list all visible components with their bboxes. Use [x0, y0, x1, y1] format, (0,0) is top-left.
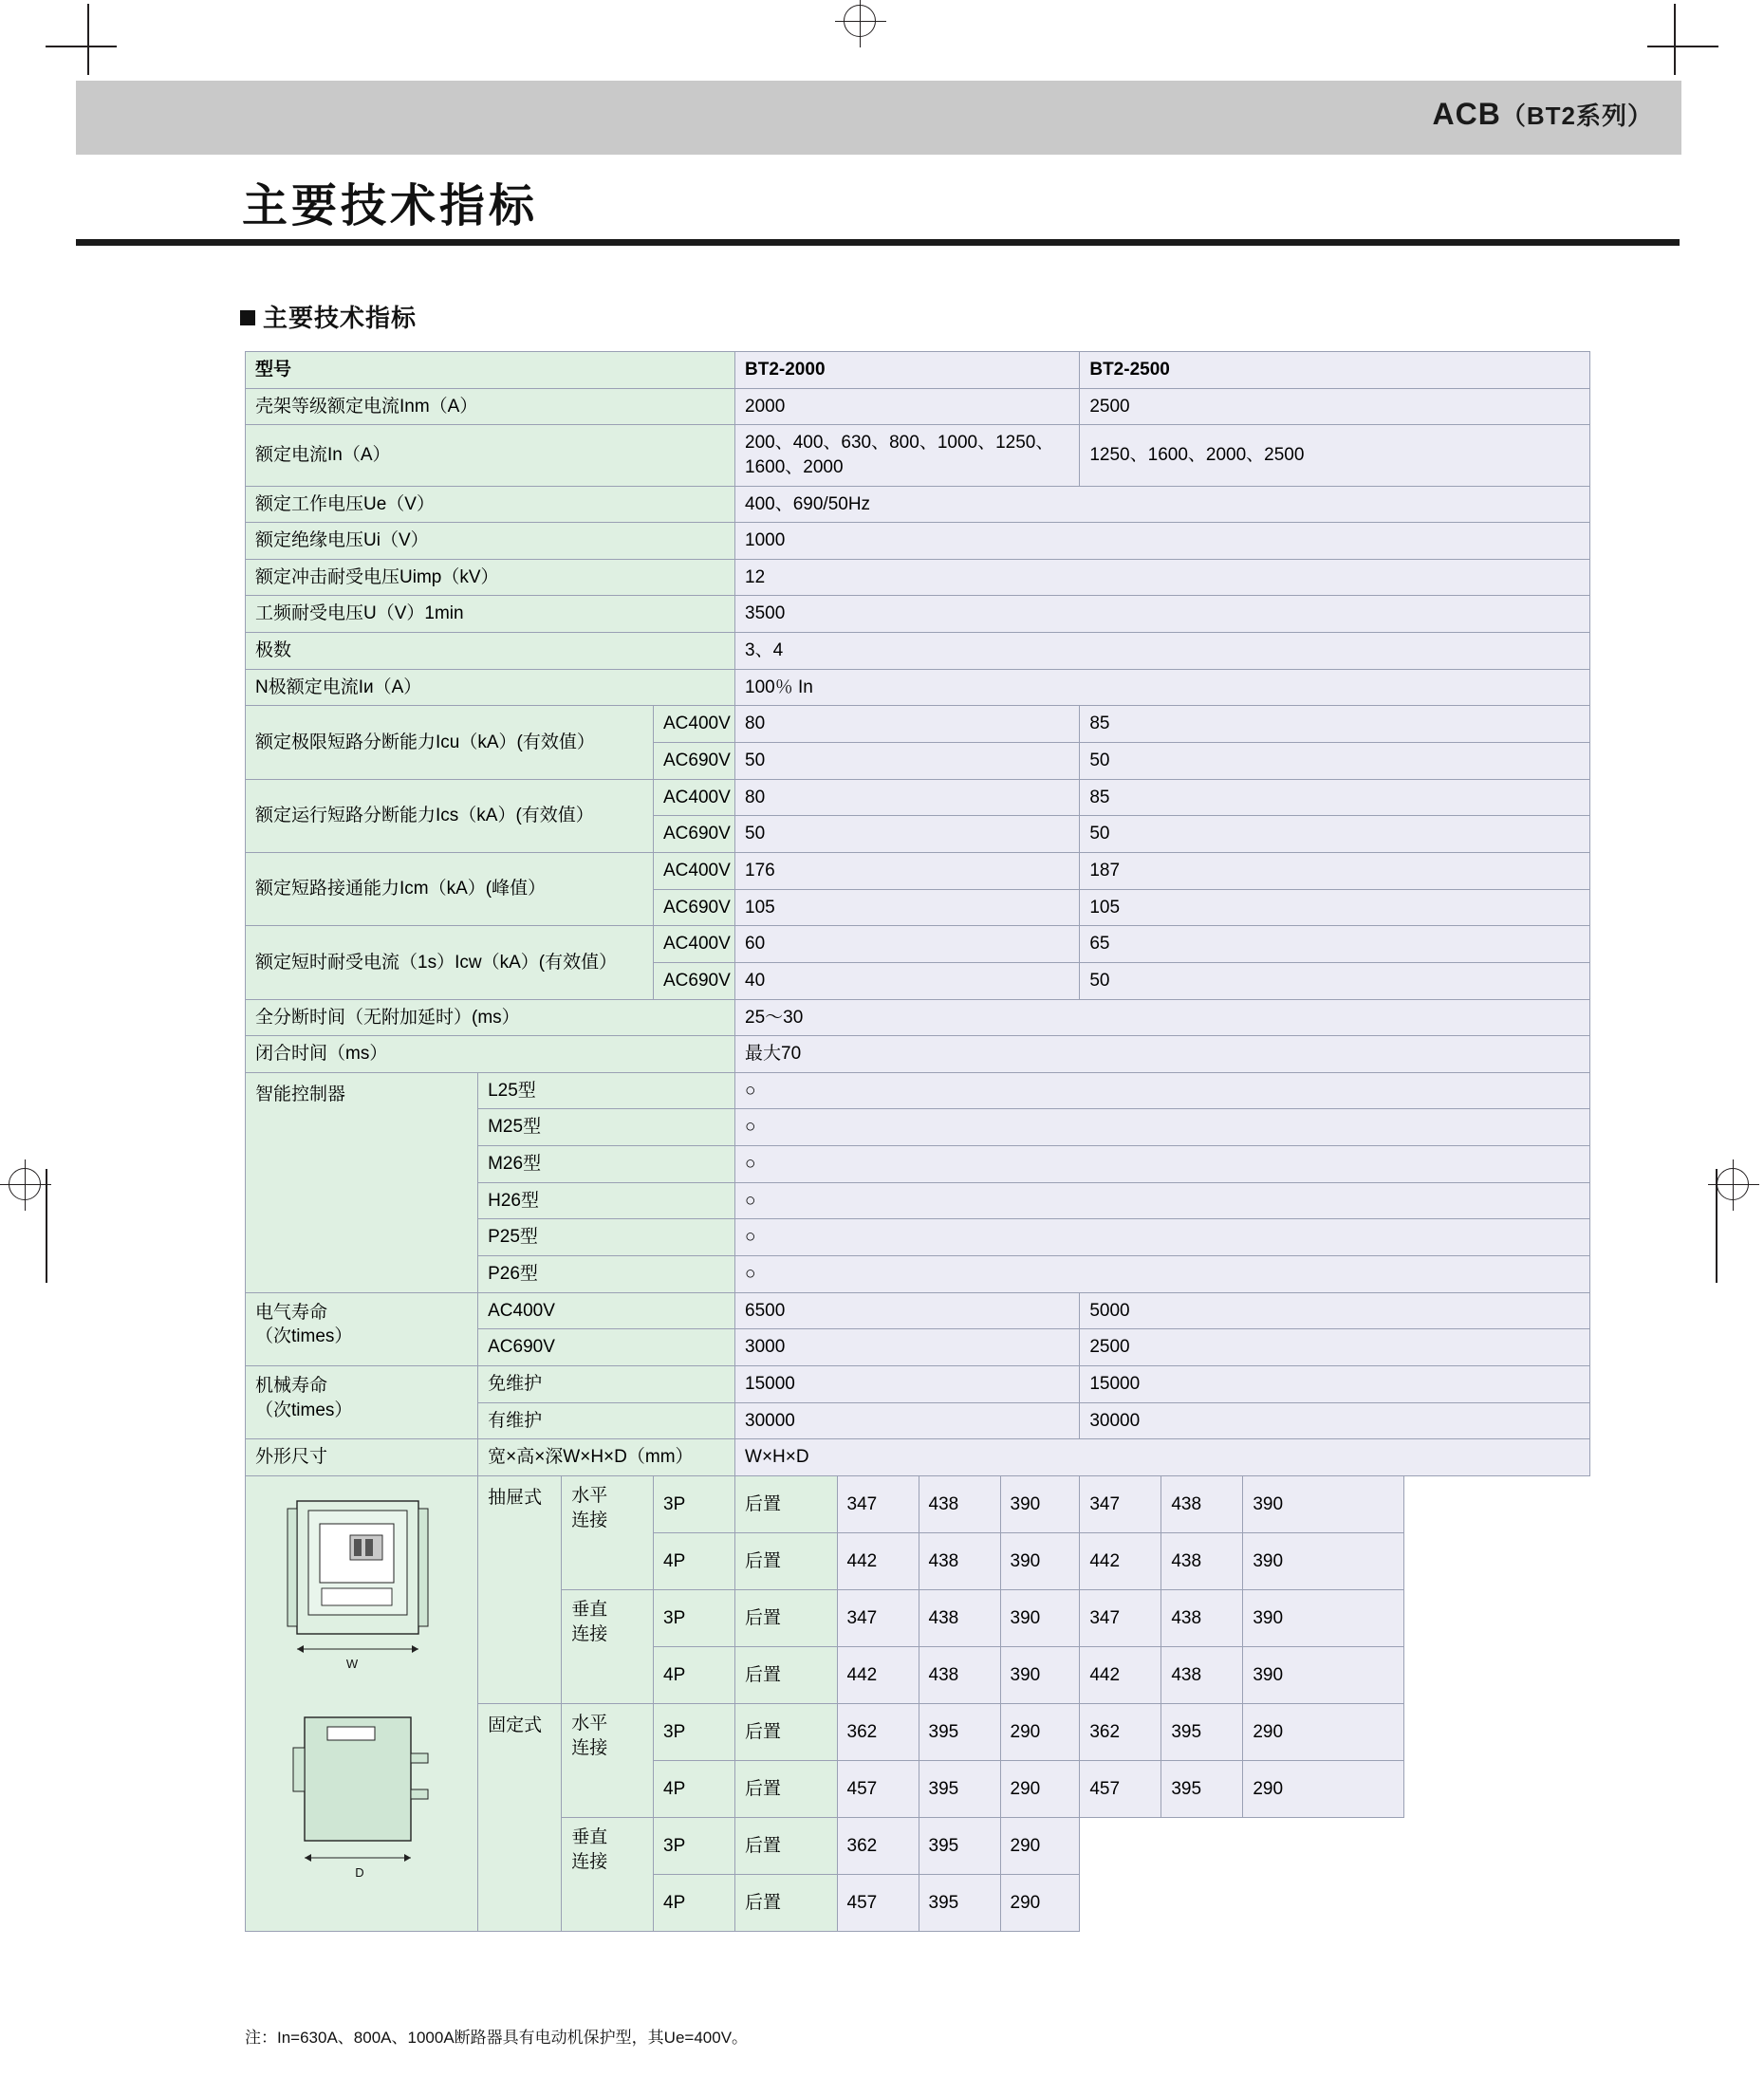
crop-mark-tl-h — [46, 46, 117, 47]
dimension-h-2500: 395 — [1161, 1760, 1243, 1817]
row-value-span: 1000 — [735, 523, 1590, 560]
dimension-empty-2500 — [1080, 1817, 1404, 1874]
dimension-w-2000: 442 — [837, 1646, 919, 1703]
row-value-bt2500: 65 — [1080, 926, 1590, 963]
row-label: 工频耐受电压U（V）1min — [246, 596, 735, 633]
dimension-h-2000: 395 — [919, 1874, 1000, 1931]
dimension-h-2500: 395 — [1161, 1703, 1243, 1760]
table-row — [246, 1365, 1590, 1402]
electrical-life-label — [246, 1292, 478, 1365]
dimension-poles: 4P — [654, 1760, 735, 1817]
dimension-type: 抽屉式 — [478, 1475, 562, 1703]
dimension-w-2500: 347 — [1080, 1589, 1161, 1646]
row-label: 全分断时间（无附加延时）(ms） — [246, 999, 735, 1036]
dimension-d-2000: 390 — [1000, 1475, 1080, 1532]
row-value-bt2000: 2000 — [735, 388, 1080, 425]
footnote: 注：In=630A、800A、1000A断路器具有电动机保护型，其Ue=400V。 — [245, 2029, 749, 2047]
controller-mark: ○ — [735, 1109, 1590, 1146]
dimension-d-2000: 290 — [1000, 1817, 1080, 1874]
dimension-mount: 后置 — [735, 1589, 838, 1646]
row-value-span: 3、4 — [735, 633, 1590, 670]
controller-type: P26型 — [478, 1256, 735, 1293]
dimension-d-2000: 390 — [1000, 1589, 1080, 1646]
dimension-poles: 4P — [654, 1532, 735, 1589]
dimension-h-2000: 438 — [919, 1532, 1000, 1589]
row-value-bt2500: 50 — [1080, 743, 1590, 780]
dimension-h-2000: 395 — [919, 1817, 1000, 1874]
crop-mark-tr-h — [1647, 46, 1718, 47]
registration-mark-left — [0, 1159, 51, 1211]
section-heading — [240, 299, 417, 334]
dimension-connection: 水平 连接 — [562, 1475, 654, 1589]
table-row — [246, 425, 1590, 486]
title-rule — [76, 239, 1680, 246]
dimension-h-2500: 438 — [1161, 1475, 1243, 1532]
table-row — [246, 1072, 1590, 1109]
header-band — [76, 81, 1681, 155]
row-label: 额定极限短路分断能力Icu（kA）(有效值） — [246, 706, 654, 779]
dimensions-sublabel: 宽×高×深W×H×D（mm） — [478, 1439, 735, 1476]
row-value-bt2000: 60 — [735, 926, 1080, 963]
row-value-bt2000: 40 — [735, 962, 1080, 999]
row-label: 额定短时耐受电流（1s）Icw（kA）(有效值） — [246, 926, 654, 999]
dimensions-label: 外形尺寸 — [246, 1439, 478, 1476]
dimension-h-2000: 438 — [919, 1475, 1000, 1532]
row-label: N极额定电流Iᴎ（A） — [246, 669, 735, 706]
dimension-w-2500: 347 — [1080, 1475, 1161, 1532]
row-value-bt2000: 50 — [735, 743, 1080, 780]
row-value-bt2500: 187 — [1080, 852, 1590, 889]
row-value-span: 400、690/50Hz — [735, 486, 1590, 523]
dimension-mount: 后置 — [735, 1760, 838, 1817]
dimension-h-2500: 438 — [1161, 1532, 1243, 1589]
row-sublabel: AC400V — [654, 706, 735, 743]
dimension-d-2000: 390 — [1000, 1646, 1080, 1703]
row-sublabel: AC400V — [478, 1292, 735, 1329]
row-value-bt2000: 80 — [735, 779, 1080, 816]
row-label: 闭合时间（ms） — [246, 1036, 735, 1073]
dimension-h-2000: 438 — [919, 1646, 1000, 1703]
crop-mark-tl-v — [87, 4, 89, 75]
dimension-poles: 3P — [654, 1475, 735, 1532]
row-value-bt2000: 3000 — [735, 1329, 1080, 1366]
row-sublabel: 有维护 — [478, 1402, 735, 1439]
controller-type: L25型 — [478, 1072, 735, 1109]
table-row — [246, 1292, 1590, 1329]
dimension-type: 固定式 — [478, 1703, 562, 1931]
dimension-w-2500: 442 — [1080, 1532, 1161, 1589]
row-sublabel: AC690V — [654, 816, 735, 853]
table-row — [246, 486, 1590, 523]
row-label: 壳架等级额定电流Inm（A） — [246, 388, 735, 425]
specification-table — [245, 351, 1590, 1932]
dimension-poles: 3P — [654, 1817, 735, 1874]
table-row — [246, 1036, 1590, 1073]
row-label: 额定绝缘电压Ui（V） — [246, 523, 735, 560]
svg-text:D: D — [355, 1864, 364, 1880]
table-row — [246, 779, 1590, 816]
dimension-d-2500: 390 — [1243, 1475, 1404, 1532]
table-row — [246, 999, 1590, 1036]
row-value-bt2000: BT2-2000 — [735, 352, 1080, 389]
dimension-empty-2500 — [1080, 1874, 1404, 1931]
controller-type: M25型 — [478, 1109, 735, 1146]
controller-mark: ○ — [735, 1256, 1590, 1293]
dimension-connection: 垂直 连接 — [562, 1817, 654, 1931]
row-value-bt2000: 50 — [735, 816, 1080, 853]
controller-label: 智能控制器 — [246, 1072, 478, 1292]
dimension-h-2000: 438 — [919, 1589, 1000, 1646]
dimension-h-2500: 438 — [1161, 1589, 1243, 1646]
dimension-poles: 3P — [654, 1589, 735, 1646]
row-sublabel: AC400V — [654, 779, 735, 816]
table-row — [246, 352, 1590, 389]
row-value-bt2500: 50 — [1080, 816, 1590, 853]
table-row — [246, 633, 1590, 670]
row-label: 型号 — [246, 352, 735, 389]
mechanical-life-line1: 机械寿命 — [255, 1375, 328, 1396]
row-label: 极数 — [246, 633, 735, 670]
dimension-d-2500: 390 — [1243, 1589, 1404, 1646]
registration-mark-top — [835, 0, 886, 47]
dimension-h-2000: 395 — [919, 1760, 1000, 1817]
dimension-connection: 垂直 连接 — [562, 1589, 654, 1703]
dimension-mount: 后置 — [735, 1874, 838, 1931]
controller-mark: ○ — [735, 1219, 1590, 1256]
crop-mark-tr-v — [1674, 4, 1676, 75]
drawer-type-drawing — [255, 1482, 468, 1681]
row-value-bt2500: 30000 — [1080, 1402, 1590, 1439]
dimension-w-2000: 362 — [837, 1703, 919, 1760]
product-drawings-cell — [246, 1475, 478, 1931]
table-row — [246, 596, 1590, 633]
row-label: 额定冲击耐受电压Uimp（kV） — [246, 559, 735, 596]
dimension-w-2000: 442 — [837, 1532, 919, 1589]
row-sublabel: AC400V — [654, 926, 735, 963]
dimension-w-2000: 457 — [837, 1874, 919, 1931]
dimension-d-2000: 290 — [1000, 1760, 1080, 1817]
row-value-bt2000: 105 — [735, 889, 1080, 926]
row-label: 额定运行短路分断能力Ics（kA）(有效值） — [246, 779, 654, 852]
row-sublabel: AC690V — [654, 743, 735, 780]
acb-front-view-svg — [269, 1482, 455, 1681]
row-value-bt2000: 15000 — [735, 1365, 1080, 1402]
dimension-mount: 后置 — [735, 1703, 838, 1760]
controller-type: P25型 — [478, 1219, 735, 1256]
row-value-bt2500: 2500 — [1080, 1329, 1590, 1366]
dimension-poles: 4P — [654, 1874, 735, 1931]
row-value-bt2500: 50 — [1080, 962, 1590, 999]
row-label: 额定电流In（A） — [246, 425, 735, 486]
row-value-span: 3500 — [735, 596, 1590, 633]
table-row — [246, 388, 1590, 425]
electrical-life-line2: （次times） — [255, 1326, 353, 1347]
row-label: 额定短路接通能力Icm（kA）(峰值） — [246, 852, 654, 925]
acb-side-view-svg — [269, 1698, 455, 1888]
registration-mark-right — [1708, 1159, 1759, 1211]
dimension-d-2500: 390 — [1243, 1532, 1404, 1589]
dimension-mount: 后置 — [735, 1817, 838, 1874]
table-row — [246, 926, 1590, 963]
controller-mark: ○ — [735, 1072, 1590, 1109]
dimension-h-2500: 438 — [1161, 1646, 1243, 1703]
row-label: 额定工作电压Ue（V） — [246, 486, 735, 523]
controller-type: M26型 — [478, 1146, 735, 1183]
dimension-w-2000: 347 — [837, 1475, 919, 1532]
row-value-bt2500: 85 — [1080, 706, 1590, 743]
dimension-w-2000: 362 — [837, 1817, 919, 1874]
mechanical-life-label — [246, 1365, 478, 1438]
dimension-mount: 后置 — [735, 1475, 838, 1532]
section-heading-label: 主要技术指标 — [263, 304, 418, 332]
bullet-square-icon — [240, 310, 255, 325]
dimension-w-2500: 457 — [1080, 1760, 1161, 1817]
series-paren: （BT2系列） — [1500, 102, 1653, 130]
row-value-bt2500: BT2-2500 — [1080, 352, 1590, 389]
dimension-d-2000: 290 — [1000, 1874, 1080, 1931]
row-value-bt2500: 1250、1600、2000、2500 — [1080, 425, 1590, 486]
row-value-bt2500: 15000 — [1080, 1365, 1590, 1402]
table-row — [246, 523, 1590, 560]
table-row — [246, 1439, 1590, 1476]
row-value-bt2000: 200、400、630、800、1000、1250、1600、2000 — [735, 425, 1080, 486]
row-sublabel: 免维护 — [478, 1365, 735, 1402]
row-value-bt2000: 30000 — [735, 1402, 1080, 1439]
series-main: ACB — [1432, 97, 1501, 131]
row-value-bt2000: 80 — [735, 706, 1080, 743]
dimension-w-2500: 362 — [1080, 1703, 1161, 1760]
svg-text:W: W — [345, 1656, 359, 1671]
electrical-life-line1: 电气寿命 — [255, 1302, 328, 1323]
dimension-w-2500: 442 — [1080, 1646, 1161, 1703]
row-value-bt2000: 176 — [735, 852, 1080, 889]
dimension-d-2000: 390 — [1000, 1532, 1080, 1589]
dimension-mount: 后置 — [735, 1532, 838, 1589]
row-sublabel: AC690V — [654, 962, 735, 999]
dimension-d-2500: 290 — [1243, 1703, 1404, 1760]
table-row — [246, 1475, 1590, 1532]
row-value-span: 25～30 — [735, 999, 1590, 1036]
controller-type: H26型 — [478, 1182, 735, 1219]
controller-mark: ○ — [735, 1182, 1590, 1219]
product-series-label — [1433, 97, 1653, 132]
mechanical-life-line2: （次times） — [255, 1400, 353, 1420]
dimension-mount: 后置 — [735, 1646, 838, 1703]
page-title: 主要技术指标 — [242, 181, 539, 232]
row-value-bt2500: 5000 — [1080, 1292, 1590, 1329]
row-sublabel: AC400V — [654, 852, 735, 889]
row-value-bt2500: 2500 — [1080, 388, 1590, 425]
row-sublabel: AC690V — [654, 889, 735, 926]
fixed-type-drawing — [255, 1698, 468, 1888]
table-row — [246, 706, 1590, 743]
dimension-h-2000: 395 — [919, 1703, 1000, 1760]
table-row — [246, 559, 1590, 596]
controller-mark: ○ — [735, 1146, 1590, 1183]
dimension-poles: 4P — [654, 1646, 735, 1703]
row-sublabel: AC690V — [478, 1329, 735, 1366]
row-value-bt2500: 105 — [1080, 889, 1590, 926]
row-value-bt2500: 85 — [1080, 779, 1590, 816]
row-value-span: 12 — [735, 559, 1590, 596]
dimension-d-2000: 290 — [1000, 1703, 1080, 1760]
dimension-d-2500: 290 — [1243, 1760, 1404, 1817]
dimension-d-2500: 390 — [1243, 1646, 1404, 1703]
row-value-span: 100％ In — [735, 669, 1590, 706]
row-value-bt2000: 6500 — [735, 1292, 1080, 1329]
dimension-w-2000: 347 — [837, 1589, 919, 1646]
dimension-poles: 3P — [654, 1703, 735, 1760]
spec-table-wrap — [245, 351, 1590, 1932]
table-row — [246, 852, 1590, 889]
dimension-connection: 水平 连接 — [562, 1703, 654, 1817]
dimension-w-2000: 457 — [837, 1760, 919, 1817]
table-row — [246, 669, 1590, 706]
dimensions-value-label: W×H×D — [735, 1439, 1590, 1476]
row-value-span: 最大70 — [735, 1036, 1590, 1073]
